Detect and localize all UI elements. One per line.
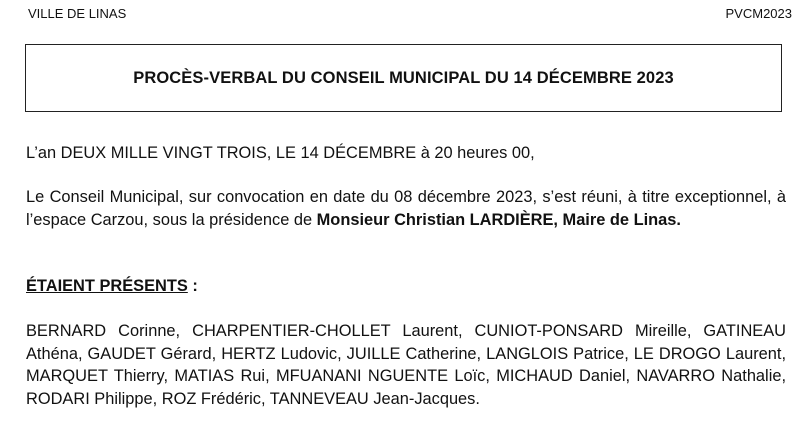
town-name: VILLE DE LINAS: [28, 6, 127, 21]
president-name: Monsieur Christian LARDIÈRE, Maire de Linas.: [316, 210, 681, 229]
presents-heading: ÉTAIENT PRÉSENTS: [26, 277, 188, 295]
convocation-text: Le Conseil Municipal, sur convocation en date du 08 décembre 2023, s’est réuni, à titre exceptionnel, à l’espace Carzou, sous la présidence de: [26, 188, 786, 229]
document-title-box: [25, 44, 782, 112]
intro-paragraph: L’an DEUX MILLE VINGT TROIS, LE 14 DÉCEMBRE à 20 heures 00,: [26, 144, 535, 162]
presents-heading-suffix: :: [187, 277, 198, 295]
presents-heading-line: [26, 275, 786, 298]
document-title: PROCÈS-VERBAL DU CONSEIL MUNICIPAL DU 14 DÉCEMBRE 2023: [133, 68, 674, 87]
document-reference: PVCM2023: [725, 6, 792, 21]
presents-list: BERNARD Corinne, CHARPENTIER-CHOLLET Laurent, CUNIOT-PONSARD Mireille, GATINEAU Athéna, GAUDET Gérard, HERTZ Ludovic, JUILLE Catherine, LANGLOIS Patrice, LE DROGO Laurent, MARQUET Thierry, MATIAS Rui, MFUANANI NGUENTE Loïc, MICHAUD Daniel, NAVARRO Nathalie, RODARI Philippe, ROZ Frédéric, TANNEVEAU Jean-Jacques.: [26, 322, 786, 408]
convocation-paragraph: [26, 186, 786, 231]
